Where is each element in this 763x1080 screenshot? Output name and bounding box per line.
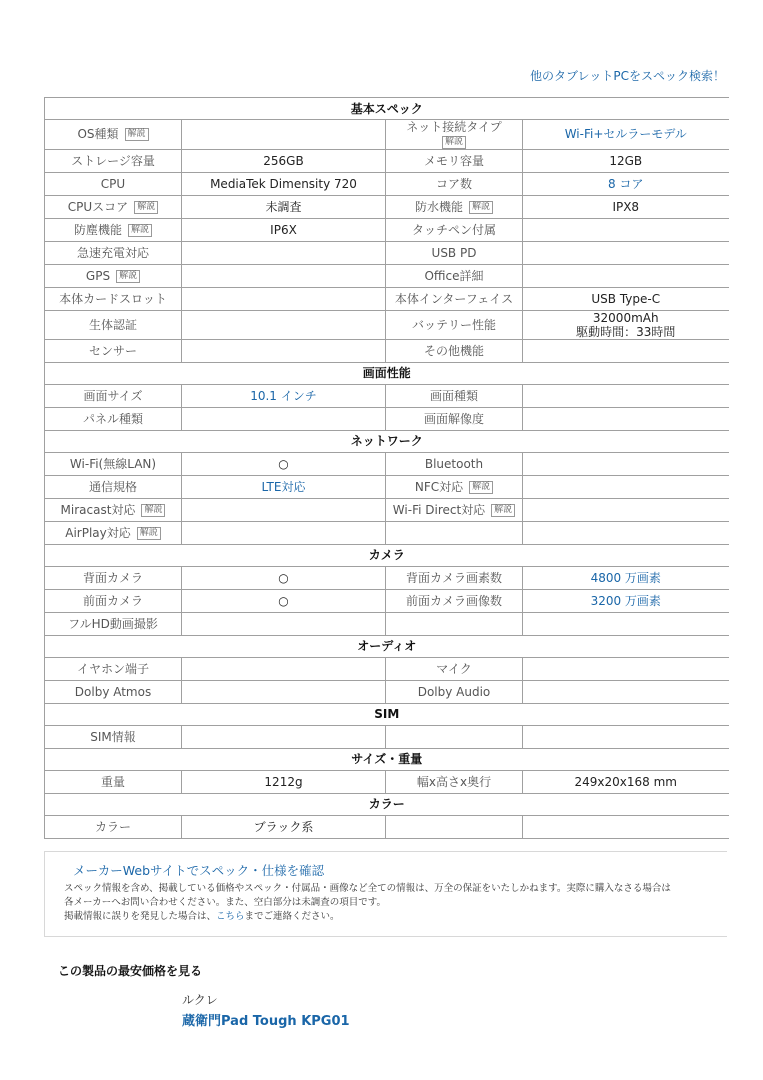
spec-label: GPS 解説 (45, 264, 182, 287)
section-display: 画面性能 (45, 362, 729, 384)
table-row (45, 657, 729, 680)
spec-value-screen-type (523, 384, 729, 407)
disclaimer-text (64, 882, 724, 924)
table-row (45, 680, 729, 703)
table-row (45, 172, 729, 195)
spec-label: 通信規格 (45, 475, 182, 498)
spec-value-resolution (523, 407, 729, 430)
spec-value-miracast (182, 498, 386, 521)
spec-label: ネット接続タイプ 解説 (386, 120, 523, 150)
spec-value-office (523, 264, 729, 287)
section-row (45, 748, 729, 770)
help-badge[interactable]: 解説 (134, 201, 158, 214)
spec-value-mic (523, 657, 729, 680)
section-size: サイズ・重量 (45, 748, 729, 770)
spec-label: マイク (386, 657, 523, 680)
help-badge[interactable]: 解説 (469, 481, 493, 494)
spec-value-wifi: ○ (182, 452, 386, 475)
table-row (45, 339, 729, 362)
spec-value-sensor (182, 339, 386, 362)
disclaimer-line: 各メーカーへお問い合わせください。また、空白部分は未調査の項目です。 (64, 897, 387, 908)
spec-label: 防塵機能 解説 (45, 218, 182, 241)
spec-value-waterproof: IPX8 (523, 195, 729, 218)
table-row (45, 310, 729, 339)
spec-value-sim-info (182, 725, 386, 748)
search-other-tablets-link[interactable]: 他のタブレットPCをスペック検索！ (529, 69, 725, 83)
spec-label: 画面種類 (386, 384, 523, 407)
section-row (45, 98, 729, 120)
spec-label: その他機能 (386, 339, 523, 362)
spec-value-nfc (523, 475, 729, 498)
table-row (45, 521, 729, 544)
spec-value-os (182, 120, 386, 150)
table-row (45, 218, 729, 241)
table-row (45, 384, 729, 407)
spec-value-wifi-direct (523, 498, 729, 521)
spec-value-panel (182, 407, 386, 430)
spec-label: 背面カメラ画素数 (386, 566, 523, 589)
spec-label: ストレージ容量 (45, 149, 182, 172)
product-link[interactable]: 蔵衛門Pad Tough KPG01 (182, 1014, 350, 1029)
spec-value-usb-pd (523, 241, 729, 264)
spec-label: イヤホン端子 (45, 657, 182, 680)
spec-label: 重量 (45, 770, 182, 793)
help-badge[interactable]: 解説 (137, 527, 161, 540)
spec-value-airplay (182, 521, 386, 544)
spec-label: SIM情報 (45, 725, 182, 748)
spec-value-cpu-score: 未調査 (182, 195, 386, 218)
table-row (45, 475, 729, 498)
help-badge[interactable]: 解説 (141, 504, 165, 517)
spec-label: 急速充電対応 (45, 241, 182, 264)
section-network: ネットワーク (45, 430, 729, 452)
maker-name: ルクレ (182, 993, 218, 1007)
table-row (45, 589, 729, 612)
spec-value-other (523, 339, 729, 362)
section-row (45, 793, 729, 815)
spec-label-empty (386, 725, 523, 748)
spec-value-empty (523, 521, 729, 544)
spec-value-comm[interactable]: LTE対応 (182, 475, 386, 498)
disclaimer-box (44, 851, 727, 937)
table-row (45, 725, 729, 748)
table-row (45, 287, 729, 310)
section-row (45, 544, 729, 566)
spec-label: 生体認証 (45, 310, 182, 339)
spec-value-gps (182, 264, 386, 287)
spec-label: パネル種類 (45, 407, 182, 430)
help-badge[interactable]: 解説 (491, 504, 515, 517)
spec-label-empty (386, 612, 523, 635)
spec-label: Office詳細 (386, 264, 523, 287)
help-badge[interactable]: 解説 (128, 224, 152, 237)
section-sim: SIM (45, 703, 729, 725)
spec-value-color: ブラック系 (182, 815, 386, 838)
spec-value-interface: USB Type-C (523, 287, 729, 310)
spec-label: 画面サイズ (45, 384, 182, 407)
table-row (45, 149, 729, 172)
section-color: カラー (45, 793, 729, 815)
spec-label: メモリ容量 (386, 149, 523, 172)
spec-label: OS種類 解説 (45, 120, 182, 150)
spec-label: カラー (45, 815, 182, 838)
spec-value-screen-size[interactable]: 10.1 インチ (182, 384, 386, 407)
spec-value-front-cam: ○ (182, 589, 386, 612)
spec-value-battery: 32000mAh 駆動時間：33時間 (523, 310, 729, 339)
spec-label: 画面解像度 (386, 407, 523, 430)
spec-value-dolby-audio (523, 680, 729, 703)
table-row (45, 612, 729, 635)
spec-value-empty (523, 815, 729, 838)
spec-value-atmos (182, 680, 386, 703)
spec-value-empty (523, 725, 729, 748)
section-camera: カメラ (45, 544, 729, 566)
spec-value-rear-cam: ○ (182, 566, 386, 589)
table-row (45, 770, 729, 793)
spec-value-earphone (182, 657, 386, 680)
spec-label: NFC対応 解説 (386, 475, 523, 498)
section-basic: 基本スペック (45, 98, 729, 120)
spec-label: AirPlay対応 解説 (45, 521, 182, 544)
spec-label: バッテリー性能 (386, 310, 523, 339)
spec-label: Dolby Audio (386, 680, 523, 703)
help-badge[interactable]: 解説 (116, 270, 140, 283)
disclaimer-line: 掲載情報に誤りを発見した場合は、こちらまでご連絡ください。 (64, 911, 340, 922)
spec-label: フルHD動画撮影 (45, 612, 182, 635)
table-row (45, 195, 729, 218)
spec-label: CPUスコア 解説 (45, 195, 182, 218)
spec-value-dustproof: IP6X (182, 218, 386, 241)
spec-value-memory: 12GB (523, 149, 729, 172)
spec-label: Wi-Fi(無線LAN) (45, 452, 182, 475)
spec-label: Bluetooth (386, 452, 523, 475)
spec-value-net-type[interactable]: Wi-Fi+セルラーモデル (523, 120, 729, 150)
table-row (45, 264, 729, 287)
spec-value-cpu: MediaTek Dimensity 720 (182, 172, 386, 195)
table-row (45, 452, 729, 475)
spec-value-rear-px[interactable]: 4800 万画素 (523, 566, 729, 589)
spec-label: USB PD (386, 241, 523, 264)
spec-value-cores[interactable]: 8 コア (523, 172, 729, 195)
spec-label: 本体インターフェイス (386, 287, 523, 310)
section-row (45, 703, 729, 725)
spec-label: 背面カメラ (45, 566, 182, 589)
section-row (45, 430, 729, 452)
spec-label-empty (386, 815, 523, 838)
spec-label-empty (386, 521, 523, 544)
spec-label: Wi-Fi Direct対応 解説 (386, 498, 523, 521)
spec-label: 前面カメラ (45, 589, 182, 612)
spec-label: タッチペン付属 (386, 218, 523, 241)
spec-label: 前面カメラ画像数 (386, 589, 523, 612)
section-row (45, 635, 729, 657)
spec-value-pen (523, 218, 729, 241)
table-row (45, 815, 729, 838)
spec-label: Miracast対応 解説 (45, 498, 182, 521)
spec-table-container (44, 97, 728, 839)
section-row (45, 362, 729, 384)
help-badge[interactable]: 解説 (125, 128, 149, 141)
spec-value-bluetooth (523, 452, 729, 475)
spec-value-front-px[interactable]: 3200 万画素 (523, 589, 729, 612)
section-audio: オーディオ (45, 635, 729, 657)
table-row (45, 120, 729, 150)
spec-value-fast-charge (182, 241, 386, 264)
cheapest-price-heading: この製品の最安価格を見る (58, 964, 203, 978)
spec-label: CPU (45, 172, 182, 195)
disclaimer-line: スペック情報を含め、掲載している価格やスペック・付属品・画像など全ての情報は、万全の保証をいたしかねます。実際に購入なさる場合は (64, 883, 671, 894)
table-row (45, 241, 729, 264)
spec-table (44, 97, 729, 839)
spec-value-weight: 1212g (182, 770, 386, 793)
help-badge[interactable]: 解説 (442, 136, 466, 149)
spec-value-dimensions: 249x20x168 mm (523, 770, 729, 793)
help-badge[interactable]: 解説 (469, 201, 493, 214)
spec-value-storage: 256GB (182, 149, 386, 172)
spec-value-biometric (182, 310, 386, 339)
report-error-link[interactable]: こちら (216, 911, 245, 922)
spec-label: 幅x高さx奥行 (386, 770, 523, 793)
maker-website-link[interactable]: メーカーWebサイトでスペック・仕様を確認 (73, 863, 325, 878)
spec-value-empty (523, 612, 729, 635)
spec-value-fullhd (182, 612, 386, 635)
table-row (45, 498, 729, 521)
table-row (45, 407, 729, 430)
spec-label: Dolby Atmos (45, 680, 182, 703)
spec-label: センサー (45, 339, 182, 362)
spec-label: コア数 (386, 172, 523, 195)
table-row (45, 566, 729, 589)
spec-label: 本体カードスロット (45, 287, 182, 310)
spec-label: 防水機能 解説 (386, 195, 523, 218)
spec-value-card-slot (182, 287, 386, 310)
